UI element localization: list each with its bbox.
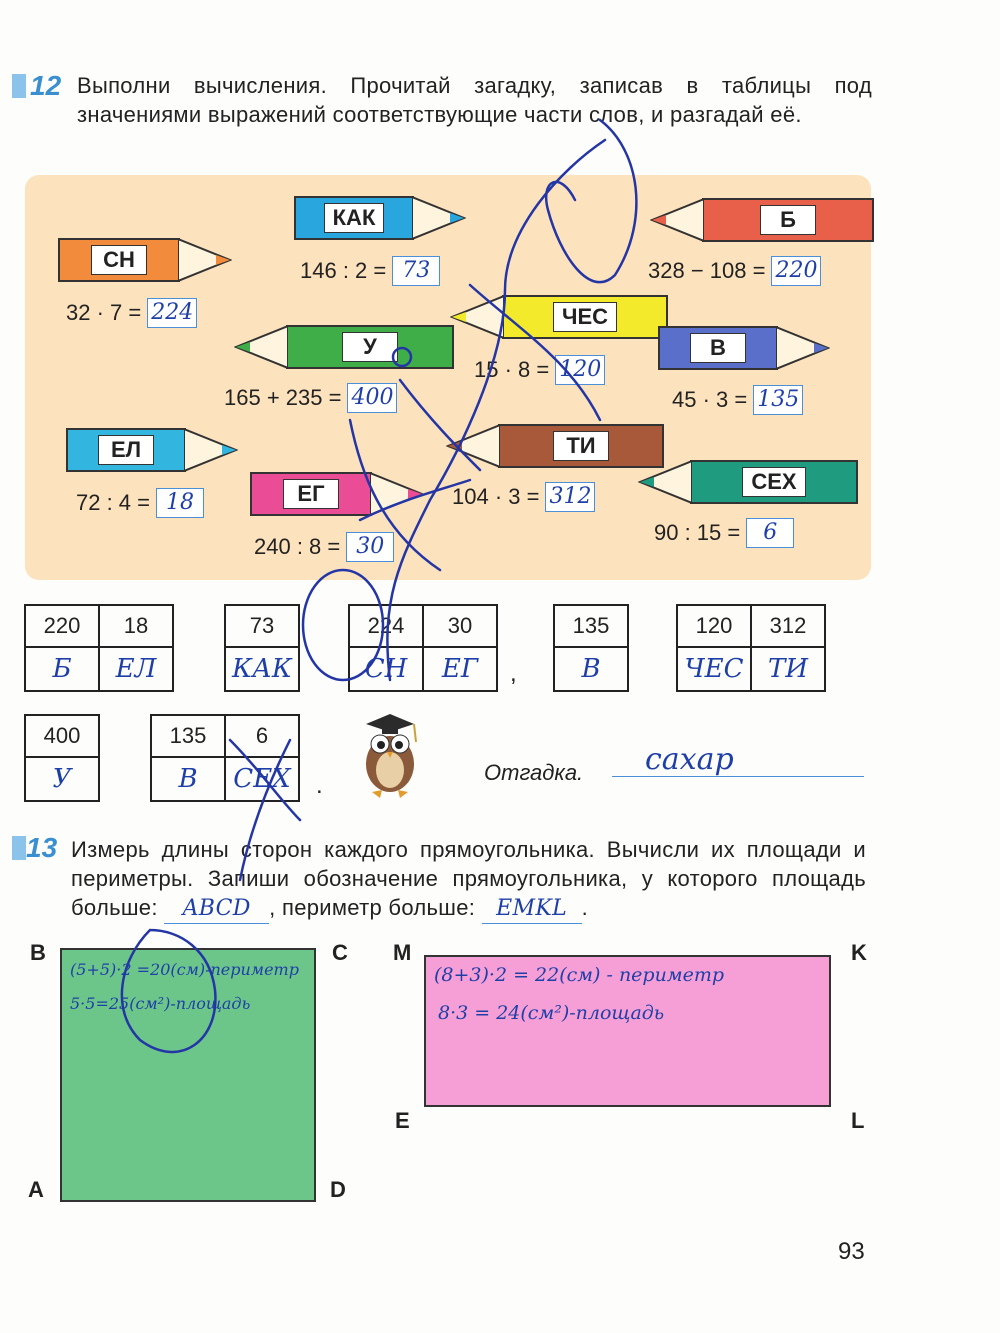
table-syllable[interactable]: КАК	[225, 647, 299, 691]
answer-label: Отгадка.	[484, 760, 584, 785]
pencil-label: СН	[91, 245, 147, 275]
pencil-tip	[412, 196, 466, 240]
table-syllable[interactable]: ЧЕС	[677, 647, 751, 691]
task-text-part: , периметр больше:	[269, 895, 476, 920]
pencil-kak	[294, 196, 468, 240]
answer-box[interactable]: 30	[346, 532, 394, 562]
table-syllable[interactable]: В	[554, 647, 628, 691]
table-syllable[interactable]: ЕГ	[423, 647, 497, 691]
table-number: 312	[751, 605, 825, 647]
expression-b	[648, 256, 821, 286]
table-syllable[interactable]: ТИ	[751, 647, 825, 691]
table-number: 18	[99, 605, 173, 647]
area-answer: ABCD	[164, 894, 269, 924]
pencil-tip	[184, 428, 238, 472]
answer-box[interactable]: 224	[147, 298, 197, 328]
table-number: 6	[225, 715, 299, 757]
answer-box[interactable]: 220	[771, 256, 821, 286]
expression-text: 146 : 2 =	[300, 258, 387, 283]
table-syllable[interactable]: СЕХ	[225, 757, 299, 801]
answer-table	[553, 604, 629, 692]
expression-ti	[452, 482, 595, 512]
table-number: 135	[151, 715, 225, 757]
task-text	[71, 835, 866, 924]
pencil-label: ТИ	[553, 431, 609, 461]
expression-text: 32 · 7 =	[66, 300, 142, 325]
table-syllable[interactable]: ЕЛ	[99, 647, 173, 691]
pencil-tip	[450, 295, 504, 339]
pencil-tip	[178, 238, 232, 282]
pencil-tip	[776, 326, 830, 370]
perimeter-answer: EMKL	[482, 894, 582, 924]
pencil-seh	[636, 460, 858, 504]
pencil-label: ЕЛ	[98, 435, 154, 465]
expression-ches	[474, 355, 605, 385]
table-number: 73	[225, 605, 299, 647]
answer-table	[348, 604, 498, 692]
pencil-sn	[58, 238, 234, 282]
pencil-body	[66, 428, 186, 472]
table-number: 135	[554, 605, 628, 647]
pencil-tip	[446, 424, 500, 468]
perimeter-note: (5+5)·2 =20(см)-периметр	[70, 960, 299, 979]
answer-table	[150, 714, 300, 802]
answer-table	[24, 604, 174, 692]
answer-table	[24, 714, 100, 802]
answer-box[interactable]: 120	[555, 355, 605, 385]
corner-label: K	[851, 940, 867, 965]
pencil-body	[286, 325, 454, 369]
task-text: Выполни вычисления. Прочитай загадку, записав в таблицы под значениями выражений соответствующие части слов, и разгадай её.	[77, 73, 872, 127]
pencil-body	[58, 238, 180, 282]
expression-seh	[654, 518, 794, 548]
perimeter-note: (8+3)·2 = 22(см) - периметр	[434, 964, 725, 986]
corner-label: E	[395, 1108, 410, 1133]
corner-label: M	[393, 940, 412, 965]
answer-table	[676, 604, 826, 692]
expression-text: 45 · 3 =	[672, 387, 748, 412]
pencil-body	[294, 196, 414, 240]
answer-box[interactable]: 400	[347, 383, 397, 413]
pencil-label: СЕХ	[742, 467, 805, 497]
pencil-u	[232, 325, 454, 369]
pencil-label: Б	[760, 205, 816, 235]
pencil-label: У	[342, 332, 398, 362]
answer-table	[224, 604, 300, 692]
pencil-label: КАК	[324, 203, 385, 233]
pencil-b	[648, 198, 874, 242]
table-number: 120	[677, 605, 751, 647]
expression-text: 90 : 15 =	[654, 520, 741, 545]
pencil-body	[658, 326, 778, 370]
pencil-label: ЕГ	[283, 479, 339, 509]
pencil-ches	[448, 295, 668, 339]
pencil-tip	[370, 472, 424, 516]
pencil-ti	[444, 424, 664, 468]
expression-el	[76, 488, 204, 518]
expression-kak	[300, 256, 440, 286]
pencil-body	[502, 295, 668, 339]
rectangle-abcd	[60, 948, 316, 1202]
table-syllable[interactable]: СН	[349, 647, 423, 691]
owl-illustration	[352, 710, 428, 800]
pencil-body	[702, 198, 874, 242]
task-number: 12	[30, 70, 62, 101]
expression-text: 165 + 235 =	[224, 385, 342, 410]
expression-sn	[66, 298, 197, 328]
pencil-tip	[650, 198, 704, 242]
answer-box[interactable]: 18	[156, 488, 204, 518]
period: .	[316, 772, 323, 799]
corner-label: L	[851, 1108, 865, 1133]
pencil-v	[658, 326, 832, 370]
expression-v	[672, 385, 803, 415]
answer-box[interactable]: 6	[746, 518, 794, 548]
expression-eg	[254, 532, 394, 562]
answer-box[interactable]: 312	[545, 482, 595, 512]
pencil-tip	[234, 325, 288, 369]
task-text-part: .	[581, 895, 589, 920]
answer-box[interactable]: 135	[753, 385, 803, 415]
corner-label: B	[30, 940, 46, 965]
task-number: 13	[26, 832, 58, 863]
pencil-eg	[250, 472, 426, 516]
table-number: 220	[25, 605, 99, 647]
page-number: 93	[838, 1238, 865, 1265]
pencil-body	[690, 460, 858, 504]
corner-label: A	[28, 1177, 44, 1202]
expression-u	[224, 383, 397, 413]
table-number: 30	[423, 605, 497, 647]
expression-text: 240 : 8 =	[254, 534, 341, 559]
table-syllable[interactable]: Б	[25, 647, 99, 691]
answer-box[interactable]: 73	[392, 256, 440, 286]
table-syllable[interactable]: В	[151, 757, 225, 801]
area-note: 5·5=25(см²)-площадь	[70, 994, 251, 1013]
table-number: 400	[25, 715, 99, 757]
expression-text: 104 · 3 =	[452, 484, 540, 509]
answer-value: сахар	[645, 742, 734, 777]
expression-text: 328 − 108 =	[648, 258, 766, 283]
expression-text: 72 : 4 =	[76, 490, 151, 515]
comma: ,	[510, 660, 517, 687]
area-note: 8·3 = 24(см²)-площадь	[438, 1002, 665, 1024]
task-text-part: Измерь длины сторон каждого прямоугольника. Вычисли их площади и периметры. Запиши обозначение прямоугольника, у которого площадь больше:	[71, 837, 866, 920]
corner-label: C	[332, 940, 348, 965]
pencil-body	[250, 472, 372, 516]
pencil-label: В	[690, 333, 746, 363]
pencil-label: ЧЕС	[553, 302, 617, 332]
task-marker	[12, 836, 26, 860]
table-number: 224	[349, 605, 423, 647]
table-syllable[interactable]: У	[25, 757, 99, 801]
corner-label: D	[330, 1177, 346, 1202]
task-marker	[12, 74, 26, 98]
pencil-tip	[638, 460, 692, 504]
expression-text: 15 · 8 =	[474, 357, 550, 382]
pencil-el	[66, 428, 240, 472]
